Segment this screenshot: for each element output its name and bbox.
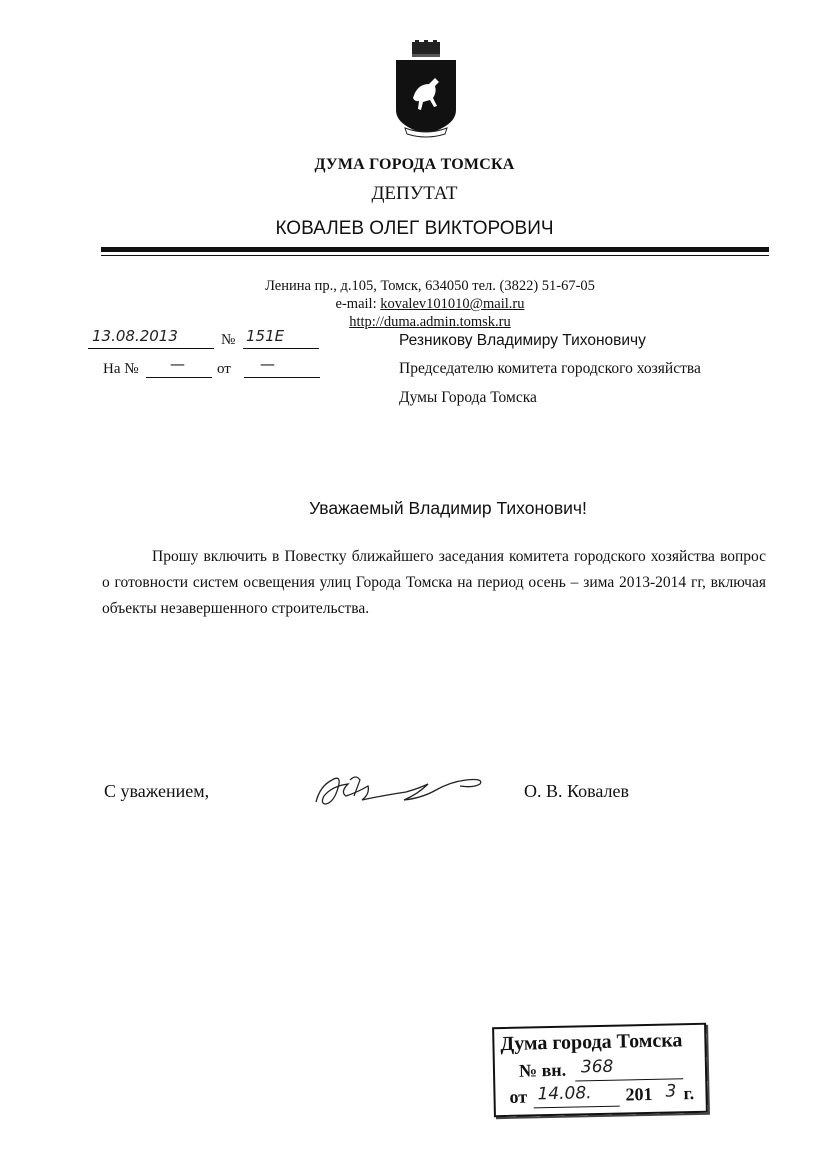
recipient-position: Председателю комитета городского хозяйства (399, 360, 701, 377)
deputy-name: КОВАЛЕВ ОЛЕГ ВИКТОРОВИЧ (275, 218, 554, 239)
stamp-incoming-label: № вн. (518, 1059, 567, 1081)
outgoing-number: 151Е (246, 327, 285, 345)
stamp-incoming-number: 368 (580, 1056, 614, 1078)
from-line (244, 376, 320, 378)
header-divider-thin (101, 255, 769, 256)
stamp-date-line (534, 1105, 620, 1109)
outgoing-date: 13.08.2013 (92, 327, 178, 345)
stamp-date-label: от (509, 1086, 528, 1107)
email-label: e-mail: (335, 296, 377, 312)
reply-to-label: На № (103, 361, 139, 377)
greeting: Уважаемый Владимир Тихонович! (309, 498, 587, 518)
stamp-year-prefix: 201 (625, 1083, 653, 1105)
email-link[interactable]: kovalev101010@mail.ru (380, 296, 525, 312)
recipient-name: Резникову Владимиру Тихоновичу (399, 332, 646, 349)
number-line (243, 347, 319, 349)
address-phone: Ленина пр., д.105, Томск, 634050 тел. (3822) 51-67-05 (265, 278, 595, 294)
stamp-year-suffix: г. (683, 1083, 695, 1104)
organization-name: ДУМА ГОРОДА ТОМСКА (314, 156, 515, 173)
closing: С уважением, (104, 781, 210, 801)
header-divider (101, 247, 769, 252)
from-value: — (260, 355, 275, 373)
website-link[interactable]: http://duma.admin.tomsk.ru (349, 314, 511, 330)
from-label: от (217, 361, 231, 377)
email-line (0, 296, 829, 313)
signature-icon (310, 766, 490, 810)
registration-stamp (492, 1023, 708, 1117)
number-label: № (221, 332, 236, 348)
reply-to-value: — (170, 355, 185, 373)
stamp-date-value: 14.08. (537, 1083, 592, 1105)
letter-body: Прошу включить в Повестку ближайшего заседания комитета городского хозяйства вопрос о готовности систем освещения улиц Города Томска на период осень – зима 2013-2014 гг, включая объекты незавершенного строительства. (102, 548, 766, 617)
reply-to-line (146, 376, 212, 378)
stamp-year-digit: 3 (665, 1081, 677, 1102)
stamp-title: Дума города Томска (500, 1029, 683, 1056)
signer-name: О. В. Ковалев (524, 781, 629, 801)
date-line (88, 347, 214, 349)
coat-of-arms-icon (391, 40, 461, 140)
recipient-organization: Думы Города Томска (399, 389, 537, 406)
position-title: ДЕПУТАТ (371, 183, 458, 204)
